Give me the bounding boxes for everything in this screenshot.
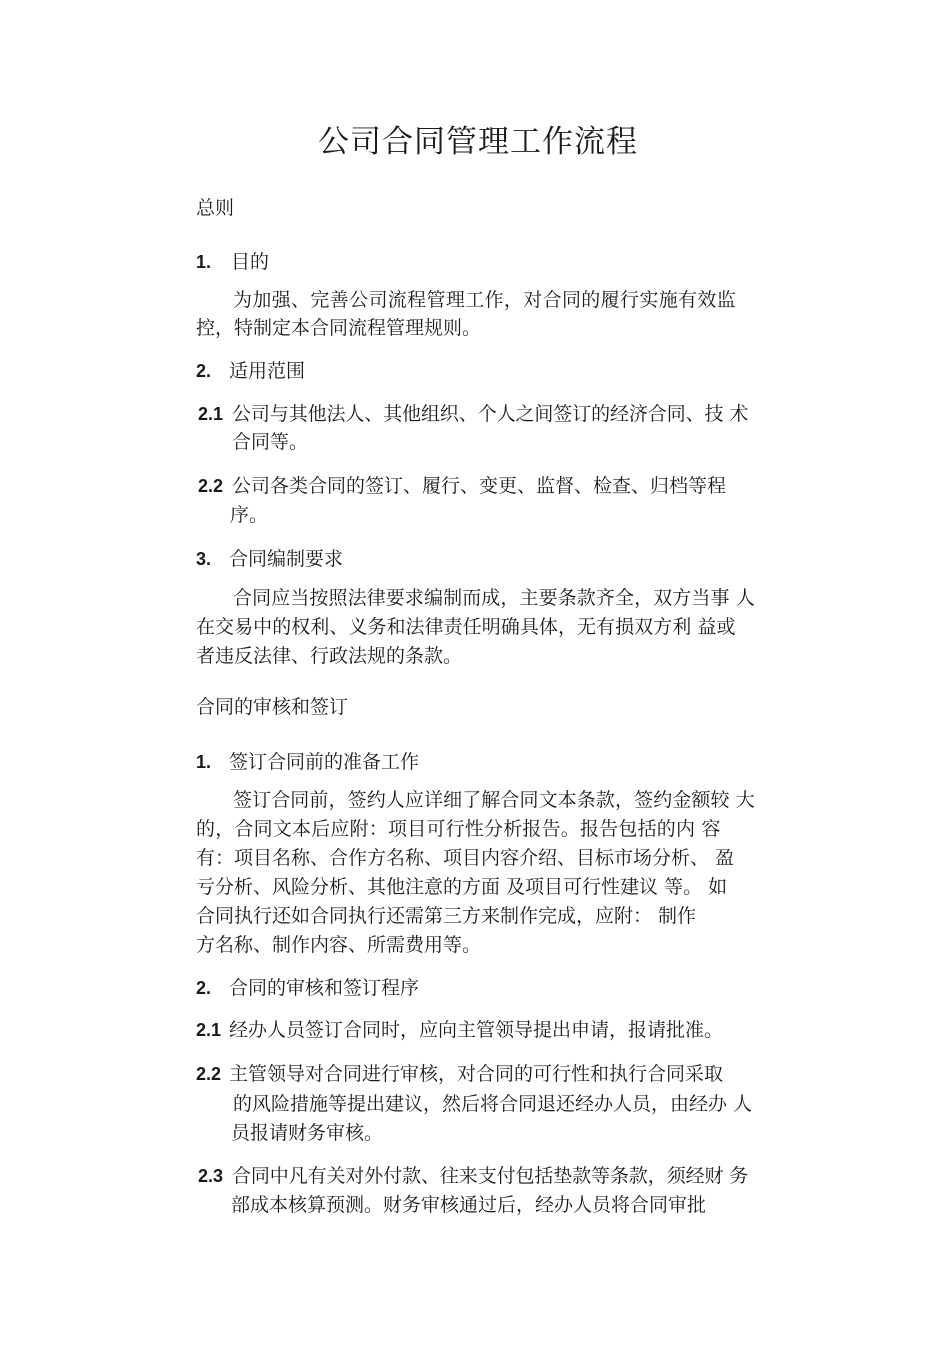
item-number: 2.	[196, 361, 212, 381]
item-number: 3.	[196, 549, 212, 569]
subitem-number: 2.3	[198, 1166, 224, 1186]
subitem-number: 2.2	[198, 476, 224, 496]
subitem-line: 合同中凡有关对外付款、往来支付包括垫款等条款，须经财 务	[232, 1165, 749, 1187]
item-heading-scope: 适用范围	[229, 360, 306, 382]
subitem-number: 2.1	[198, 404, 224, 424]
item-number: 2.	[196, 978, 212, 998]
item-heading-purpose: 目的	[231, 251, 270, 273]
paragraph-line: 合同执行还如合同执行还需第三方来制作完成，应附： 制作	[196, 905, 697, 927]
section-heading-general: 总则	[196, 197, 235, 219]
subitem-line: 公司与其他法人、其他组织、个人之间签订的经济合同、技 术	[232, 403, 749, 425]
page-title: 公司合同管理工作流程	[318, 124, 638, 160]
subitem-line: 的风险措施等提出建议，然后将合同退还经办人员，由经办 人	[233, 1093, 753, 1115]
item-heading-procedure: 合同的审核和签订程序	[229, 977, 420, 999]
item-heading-preparation: 签订合同前的准备工作	[229, 751, 420, 773]
subitem-line: 主管领导对合同进行审核，对合同的可行性和执行合同采取	[229, 1063, 724, 1085]
paragraph-line: 者违反法律、行政法规的条款。	[196, 645, 463, 667]
subitem-number: 2.1	[196, 1020, 222, 1040]
subitem-line: 经办人员签订合同时，应向主管领导提出申请，报请批准。	[229, 1019, 724, 1041]
item-number: 1.	[196, 752, 212, 772]
item-number: 1.	[196, 252, 212, 272]
subitem-line: 部成本核算预测。财务审核通过后，经办人员将合同审批	[231, 1194, 707, 1216]
paragraph-line: 合同应当按照法律要求编制而成，主要条款齐全，双方当事 人	[233, 587, 755, 609]
subitem-line: 合同等。	[232, 431, 309, 453]
paragraph-line: 有：项目名称、合作方名称、项目内容介绍、目标市场分析、 盈	[196, 847, 735, 869]
subitem-number: 2.2	[196, 1064, 222, 1084]
paragraph-line: 方名称、制作内容、所需费用等。	[196, 934, 482, 956]
section-heading-review: 合同的审核和签订	[196, 696, 349, 718]
paragraph-line: 签订合同前，签约人应详细了解合同文本条款，签约金额较 大	[233, 789, 755, 811]
subitem-line: 公司各类合同的签订、履行、变更、监督、检查、归档等程	[232, 475, 727, 497]
paragraph-line: 亏分析、风险分析、其他注意的方面 及项目可行性建议 等。 如	[196, 876, 728, 898]
paragraph-line: 在交易中的权利、义务和法律责任明确具体，无有损双方利 益或	[196, 616, 736, 638]
paragraph-line: 为加强、完善公司流程管理工作，对合同的履行实施有效监	[233, 289, 737, 311]
subitem-line: 序。	[230, 504, 269, 526]
paragraph-line: 控，特制定本合同流程管理规则。	[196, 317, 482, 339]
subitem-line: 员报请财务审核。	[231, 1122, 384, 1144]
paragraph-line: 的，合同文本后应附：项目可行性分析报告。报告包括的内 容	[196, 818, 721, 840]
item-heading-requirements: 合同编制要求	[229, 548, 344, 570]
